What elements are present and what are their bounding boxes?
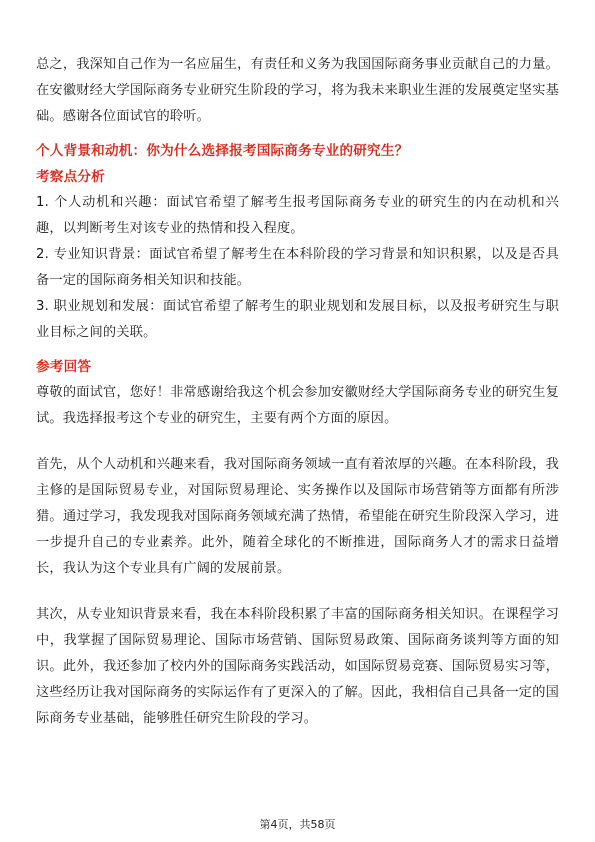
answer-paragraph-2: 首先，从个人动机和兴趣来看，我对国际商务领域一直有着浓厚的兴趣。在本科阶段，我主修的是国际贸易专业，对国际贸易理论、实务操作以及国际市场营销等方面都有所涉猎。通过学习，我发现我对国际商务领域充满了热情，希望能在研究生阶段深入学习，进一步提升自己的专业素养。此外，随着全球化的不断推进，国际商务人才的需求日益增长，我认为这个专业具有广阔的发展前景。 [36, 457, 559, 576]
spacer [36, 432, 559, 452]
intro-paragraph: 总之，我深知自己作为一名应届生，有责任和义务为我国国际商务事业贡献自己的力量。在安徽财经大学国际商务专业研究生阶段的学习，将为我未来职业生涯的发展奠定坚实基础。感谢各位面试官的聆听。 [36, 57, 559, 124]
document-page [36, 52, 559, 732]
analysis-heading: 考察点分析 [36, 169, 105, 185]
analysis-point-2: 2. 专业知识背景：面试官希望了解考生在本科阶段的学习背景和知识积累，以及是否具备一定的国际商务相关知识和技能。 [36, 247, 559, 288]
spacer [36, 346, 559, 354]
answer-paragraph-3: 其次，从专业知识背景来看，我在本科阶段积累了丰富的国际商务相关知识。在课程学习中，我掌握了国际贸易理论、国际市场营销、国际贸易政策、国际商务谈判等方面的知识。此外，我还参加了校内外的国际商务实践活动，如国际贸易竞赛、国际贸易实习等，这些经历让我对国际商务的实际运作有了更深入的了解。因此，我相信自己具备一定的国际商务专业基础，能够胜任研究生阶段的学习。 [36, 607, 559, 726]
question-heading: 个人背景和动机：你为什么选择报考国际商务专业的研究生？ [36, 143, 409, 159]
spacer [36, 582, 559, 602]
analysis-point-3: 3. 职业规划和发展：面试官希望了解考生的职业规划和发展目标，以及报考研究生与职业目标之间的关联。 [36, 299, 559, 340]
analysis-point-1: 1. 个人动机和兴趣：面试官希望了解考生报考国际商务专业的研究生的内在动机和兴趣，以判断考生对该专业的热情和投入程度。 [36, 195, 559, 236]
answer-heading: 参考回答 [36, 359, 92, 375]
answer-paragraph-1: 尊敬的面试官，您好！非常感谢给我这个机会参加安徽财经大学国际商务专业的研究生复试。我选择报考这个专业的研究生，主要有两个方面的原因。 [36, 385, 559, 426]
spacer [36, 130, 559, 138]
page-footer: 第4页，共58页 [259, 818, 336, 831]
